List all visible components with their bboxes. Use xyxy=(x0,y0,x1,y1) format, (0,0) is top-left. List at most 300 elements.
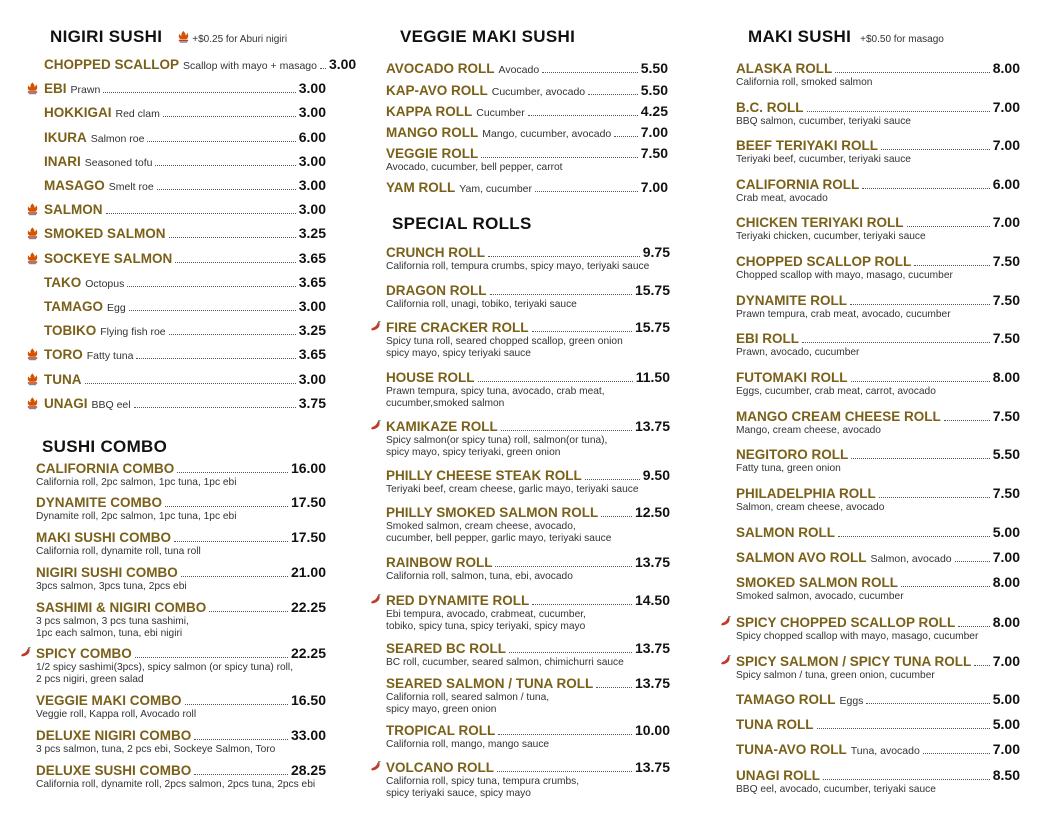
item-name: SPICY COMBO xyxy=(36,646,132,661)
menu-item xyxy=(44,80,326,96)
menu-item-row xyxy=(44,129,326,145)
menu-item xyxy=(736,369,1020,397)
dot-leader xyxy=(914,265,989,266)
dot-leader xyxy=(174,541,288,542)
item-description: Salmon roe xyxy=(90,132,145,145)
dot-leader xyxy=(958,626,989,627)
dot-leader xyxy=(169,237,296,238)
menu-item-row xyxy=(44,80,326,96)
item-description-line: cucumber, bell pepper, garlic mayo, teriyaki sauce xyxy=(386,533,612,544)
fire-icon xyxy=(26,347,39,361)
item-name: UNAGI ROLL xyxy=(736,768,820,783)
menu-item xyxy=(736,741,1020,757)
dot-leader xyxy=(596,687,632,688)
item-description: Eggs xyxy=(839,695,864,707)
item-name: MAKI SUSHI COMBO xyxy=(36,530,171,545)
item-name: KAPPA ROLL xyxy=(386,104,473,119)
dot-leader xyxy=(194,739,288,740)
dot-leader xyxy=(103,92,295,93)
item-description-line: spicy mayo, green onion xyxy=(386,704,497,715)
item-name: KAMIKAZE ROLL xyxy=(386,419,498,434)
item-name: SMOKED SALMON ROLL xyxy=(736,575,898,590)
item-price: 33.00 xyxy=(290,727,326,743)
dot-leader xyxy=(585,479,640,480)
menu-item-row xyxy=(386,179,668,195)
item-description-line: Prawn tempura, crab meat, avocado, cucumber xyxy=(736,309,951,320)
item-name: UNAGI xyxy=(44,395,88,411)
dot-leader xyxy=(817,728,990,729)
dot-leader xyxy=(490,294,632,295)
menu-item-row xyxy=(44,395,326,411)
item-name: KAP-AVO ROLL xyxy=(386,83,488,98)
item-description-line: tobiko, spicy tuna, spicy teriyaki, spicy mayo xyxy=(386,621,586,632)
item-description-line: cucumber,smoked salmon xyxy=(386,398,505,409)
menu-item-row xyxy=(736,446,1020,462)
menu-item-row xyxy=(36,529,326,545)
combo-title: SUSHI COMBO xyxy=(42,437,168,456)
item-price: 9.75 xyxy=(642,244,670,260)
item-price: 7.50 xyxy=(992,292,1020,308)
item-price: 8.00 xyxy=(992,574,1020,590)
item-name: EBI xyxy=(44,81,67,97)
menu-item xyxy=(386,82,668,98)
dot-leader xyxy=(501,430,632,431)
chili-pepper-icon xyxy=(720,616,732,628)
menu-item-row xyxy=(736,549,1020,565)
item-description-line: Spicy salmon(or spicy tuna) roll, salmon(or tuna), xyxy=(386,435,608,446)
menu-item xyxy=(44,56,357,72)
menu-item xyxy=(44,250,326,266)
dot-leader xyxy=(851,458,989,459)
menu-item xyxy=(44,322,326,338)
item-price: 13.75 xyxy=(634,675,670,691)
menu-item xyxy=(44,225,326,241)
nigiri-section-title xyxy=(50,27,287,47)
item-name: VEGGIE MAKI COMBO xyxy=(36,693,182,708)
menu-item xyxy=(36,564,326,592)
menu-item-row xyxy=(736,741,1020,757)
menu-item-row xyxy=(44,322,326,338)
menu-item xyxy=(44,395,326,411)
item-price: 5.50 xyxy=(992,446,1020,462)
item-name: RED DYNAMITE ROLL xyxy=(386,593,530,608)
menu-item xyxy=(736,292,1020,320)
fire-icon xyxy=(26,81,39,95)
item-description-line: BC roll, cucumber, seared salmon, chimichurri sauce xyxy=(386,657,624,668)
item-name: TAMAGO ROLL xyxy=(736,692,836,707)
item-description-line: 3 pcs salmon, 3 pcs tuna sashimi, xyxy=(36,616,189,627)
item-price: 5.00 xyxy=(992,524,1020,540)
menu-item xyxy=(736,485,1020,513)
menu-item xyxy=(736,446,1020,474)
item-description: Mango, cucumber, avocado xyxy=(482,128,612,140)
fire-icon xyxy=(26,202,39,216)
menu-item-row xyxy=(36,645,326,661)
fire-icon xyxy=(26,251,39,265)
item-name: SASHIMI & NIGIRI COMBO xyxy=(36,600,207,615)
item-description-line: spicy teriyaki sauce, spicy mayo xyxy=(386,788,531,799)
menu-item-row xyxy=(386,467,670,483)
dot-leader xyxy=(85,383,296,384)
maki-section-title xyxy=(748,27,944,47)
menu-item xyxy=(36,460,326,488)
dot-leader xyxy=(601,516,632,517)
menu-item xyxy=(44,298,326,314)
item-price: 7.00 xyxy=(992,214,1020,230)
menu-item xyxy=(44,129,326,145)
dot-leader xyxy=(907,226,990,227)
item-name: TOBIKO xyxy=(44,323,97,339)
item-description-line: California roll, 2pc salmon, 1pc tuna, 1pc ebi xyxy=(36,477,237,488)
item-price: 5.50 xyxy=(640,60,668,76)
menu-item xyxy=(736,614,1020,642)
item-price: 15.75 xyxy=(634,319,670,335)
dot-leader xyxy=(495,566,631,567)
menu-item xyxy=(736,60,1020,88)
item-description-line: California roll, unagi, tobiko, teriyaki sauce xyxy=(386,299,577,310)
item-description: Yam, cucumber xyxy=(459,183,533,195)
menu-item-row xyxy=(736,176,1020,192)
dot-leader xyxy=(320,68,326,69)
item-name: TUNA ROLL xyxy=(736,717,814,732)
item-description: Smelt roe xyxy=(108,181,154,193)
item-description: Fatty tuna xyxy=(86,350,134,363)
item-name: SEARED BC ROLL xyxy=(386,641,507,656)
item-price: 8.00 xyxy=(992,369,1020,385)
item-description-line: Avocado, cucumber, bell pepper, carrot xyxy=(386,162,563,173)
item-name: AVOCADO ROLL xyxy=(386,61,495,76)
item-description: Prawn xyxy=(70,84,101,97)
item-name: VOLCANO ROLL xyxy=(386,760,494,775)
item-price: 6.00 xyxy=(298,128,326,145)
item-price: 3.75 xyxy=(298,394,326,411)
chili-pepper-icon xyxy=(370,420,382,432)
item-name: DELUXE NIGIRI COMBO xyxy=(36,728,192,743)
item-description-line: Prawn tempura, spicy tuna, avocado, crab meat, xyxy=(386,386,605,397)
menu-item xyxy=(386,504,670,544)
dot-leader xyxy=(155,165,295,166)
item-name: CHOPPED SCALLOP ROLL xyxy=(736,254,912,269)
item-price: 3.00 xyxy=(298,298,326,314)
item-name: BEEF TERIYAKI ROLL xyxy=(736,138,879,153)
item-description-line: Smoked salmon, cream cheese, avocado, xyxy=(386,521,576,532)
item-description-line: California roll, salmon, tuna, ebi, avocado xyxy=(386,571,573,582)
item-name: CALIFORNIA COMBO xyxy=(36,461,175,476)
item-price: 13.75 xyxy=(634,759,670,775)
dot-leader xyxy=(802,342,990,343)
nigiri-title: NIGIRI SUSHI xyxy=(50,27,163,46)
dot-leader xyxy=(588,94,638,95)
menu-item-row xyxy=(736,408,1020,424)
menu-item-row xyxy=(386,145,668,161)
menu-item xyxy=(736,408,1020,436)
item-price: 8.00 xyxy=(992,60,1020,76)
menu-item xyxy=(736,691,1020,707)
menu-item xyxy=(36,494,326,522)
item-name: MANGO ROLL xyxy=(386,125,479,140)
item-description-line: Chopped scallop with mayo, masago, cucumber xyxy=(736,270,953,281)
menu-item xyxy=(386,369,670,409)
item-price: 7.50 xyxy=(992,330,1020,346)
menu-item xyxy=(44,153,326,169)
menu-item-row xyxy=(736,614,1020,630)
menu-item xyxy=(736,253,1020,281)
item-name: CHICKEN TERIYAKI ROLL xyxy=(736,215,904,230)
menu-item-row xyxy=(36,494,326,510)
column-left xyxy=(26,0,357,816)
item-name: HOUSE ROLL xyxy=(386,370,475,385)
menu-item-row xyxy=(736,574,1020,590)
item-price: 3.00 xyxy=(298,104,326,121)
dot-leader xyxy=(528,115,638,116)
item-price: 7.50 xyxy=(992,408,1020,424)
item-name: SALMON AVO ROLL xyxy=(736,550,867,565)
item-price: 5.00 xyxy=(992,716,1020,732)
item-name: DYNAMITE COMBO xyxy=(36,495,162,510)
item-description-line: Teriyaki beef, cream cheese, garlic mayo, teriyaki sauce xyxy=(386,484,639,495)
menu-item-row xyxy=(736,369,1020,385)
menu-item-row xyxy=(36,762,326,778)
dot-leader xyxy=(823,779,990,780)
menu-item-row xyxy=(36,599,326,615)
dot-leader xyxy=(478,381,633,382)
menu-item xyxy=(736,137,1020,165)
menu-item xyxy=(736,524,1020,540)
item-name: EBI ROLL xyxy=(736,331,799,346)
item-name: INARI xyxy=(44,153,81,169)
dot-leader xyxy=(850,304,990,305)
menu-item-row xyxy=(386,60,668,76)
item-price: 10.00 xyxy=(634,722,670,738)
item-price: 7.00 xyxy=(992,137,1020,153)
item-price: 8.00 xyxy=(992,614,1020,630)
menu-item xyxy=(36,599,326,639)
menu-item xyxy=(386,244,670,272)
dot-leader xyxy=(835,72,990,73)
item-name: CHOPPED SCALLOP xyxy=(44,57,180,72)
item-description-line: Spicy salmon / tuna, green onion, cucumber xyxy=(736,670,935,681)
menu-item xyxy=(386,103,668,119)
menu-item-row xyxy=(44,153,326,169)
menu-item-row xyxy=(736,60,1020,76)
dot-leader xyxy=(177,472,288,473)
menu-item-row xyxy=(44,201,326,217)
menu-item xyxy=(44,371,326,387)
item-price: 22.25 xyxy=(290,645,326,661)
item-price: 5.00 xyxy=(992,691,1020,707)
item-price: 3.00 xyxy=(298,370,326,387)
menu-item-row xyxy=(44,298,326,314)
item-price: 13.75 xyxy=(634,418,670,434)
dot-leader xyxy=(838,536,990,537)
item-name: CALIFORNIA ROLL xyxy=(736,177,860,192)
item-name: CRUNCH ROLL xyxy=(386,245,485,260)
item-description-line: BBQ eel, avocado, cucumber, teriyaki sauce xyxy=(736,784,936,795)
menu-item-row xyxy=(44,346,326,362)
menu-item-row xyxy=(386,319,670,335)
menu-item-row xyxy=(386,124,668,140)
item-description-line: spicy mayo, spicy teriyaki sauce xyxy=(386,348,531,359)
menu-item-row xyxy=(44,104,326,120)
menu-item xyxy=(386,759,670,799)
menu-item-row xyxy=(36,692,326,708)
menu-item xyxy=(386,179,668,195)
veggie-section-title xyxy=(400,27,575,47)
menu-item xyxy=(36,727,326,755)
menu-item-row xyxy=(44,371,326,387)
item-name: TROPICAL ROLL xyxy=(386,723,496,738)
item-description-line: Ebi tempura, avocado, crabmeat, cucumber, xyxy=(386,609,586,620)
dot-leader xyxy=(181,576,288,577)
item-description: Octopus xyxy=(85,277,125,290)
maki-title: MAKI SUSHI xyxy=(748,27,852,46)
menu-item xyxy=(36,645,326,685)
item-price: 7.50 xyxy=(640,145,668,161)
item-description: Scallop with mayo + masago xyxy=(183,60,317,72)
item-name: IKURA xyxy=(44,129,87,145)
menu-item-row xyxy=(386,244,670,260)
menu-item-row xyxy=(736,292,1020,308)
item-name: SEARED SALMON / TUNA ROLL xyxy=(386,676,594,691)
menu-item-row xyxy=(736,330,1020,346)
menu-item-row xyxy=(736,99,1020,115)
column-middle xyxy=(382,0,672,816)
item-price: 3.00 xyxy=(298,177,326,193)
item-price: 17.50 xyxy=(290,529,326,545)
chili-pepper-icon xyxy=(370,321,382,333)
item-description: BBQ eel xyxy=(91,398,131,411)
item-description: Cucumber, avocado xyxy=(491,86,586,98)
item-description-line: California roll, tempura crumbs, spicy mayo, teriyaki sauce xyxy=(386,261,650,272)
item-description-line: Salmon, cream cheese, avocado xyxy=(736,502,885,513)
item-description: Cucumber xyxy=(476,107,525,119)
dot-leader xyxy=(535,191,638,192)
menu-item-row xyxy=(36,727,326,743)
item-price: 3.00 xyxy=(298,80,326,97)
item-name: B.C. ROLL xyxy=(736,100,804,115)
item-price: 12.50 xyxy=(634,504,670,520)
menu-item xyxy=(386,282,670,310)
item-price: 11.50 xyxy=(635,369,670,385)
menu-item xyxy=(386,418,670,458)
item-price: 13.75 xyxy=(634,554,670,570)
item-name: DELUXE SUSHI COMBO xyxy=(36,763,192,778)
menu-item-row xyxy=(386,103,668,119)
item-price: 3.00 xyxy=(298,152,326,169)
menu-item-row xyxy=(386,675,670,691)
item-price: 7.50 xyxy=(992,253,1020,269)
menu-item-row xyxy=(44,225,326,241)
item-name: FUTOMAKI ROLL xyxy=(736,370,848,385)
dot-leader xyxy=(165,506,288,507)
item-price: 7.00 xyxy=(992,99,1020,115)
item-description-line: Fatty tuna, green onion xyxy=(736,463,841,474)
menu-item xyxy=(44,104,326,120)
menu-item-row xyxy=(386,640,670,656)
item-description-line: spicy mayo, spicy teriyaki, green onion xyxy=(386,447,561,458)
item-price: 5.50 xyxy=(640,82,668,98)
menu-item-row xyxy=(386,82,668,98)
dot-leader xyxy=(614,136,638,137)
item-description-line: Teriyaki beef, cucumber, teriyaki sauce xyxy=(736,154,911,165)
dot-leader xyxy=(532,331,632,332)
item-name: TUNA xyxy=(44,371,82,387)
item-description: Tuna, avocado xyxy=(850,745,920,757)
menu-item-row xyxy=(386,504,670,520)
menu-item xyxy=(386,592,670,632)
nigiri-note: +$0.25 for Aburi nigiri xyxy=(192,34,288,45)
item-description: Red clam xyxy=(115,108,160,121)
item-name: DRAGON ROLL xyxy=(386,283,487,298)
dot-leader xyxy=(879,497,990,498)
item-price: 9.50 xyxy=(642,467,670,483)
menu-item xyxy=(44,201,326,217)
menu-item xyxy=(386,554,670,582)
dot-leader xyxy=(185,704,288,705)
item-name: HOKKIGAI xyxy=(44,105,112,121)
item-price: 16.50 xyxy=(290,692,326,708)
menu-item xyxy=(44,346,326,362)
item-description-line: Crab meat, avocado xyxy=(736,193,828,204)
item-name: RAINBOW ROLL xyxy=(386,555,493,570)
dot-leader xyxy=(901,586,990,587)
menu-item xyxy=(736,574,1020,602)
menu-item-row xyxy=(386,554,670,570)
menu-item xyxy=(736,214,1020,242)
maki-note: +$0.50 for masago xyxy=(860,34,944,45)
menu-item-row xyxy=(386,418,670,434)
item-description-line: California roll, mango, mango sauce xyxy=(386,739,550,750)
menu-item-row xyxy=(736,214,1020,230)
item-name: ALASKA ROLL xyxy=(736,61,833,76)
item-description-line: Spicy tuna roll, seared chopped scallop, green onion xyxy=(386,336,623,347)
chili-pepper-icon xyxy=(370,594,382,606)
dot-leader xyxy=(129,310,296,311)
menu-item xyxy=(386,675,670,715)
item-name: SPICY SALMON / SPICY TUNA ROLL xyxy=(736,654,972,669)
dot-leader xyxy=(497,771,632,772)
dot-leader xyxy=(134,407,296,408)
menu-item-row xyxy=(736,691,1020,707)
item-price: 7.50 xyxy=(992,485,1020,501)
menu-item xyxy=(386,145,668,173)
menu-item xyxy=(386,124,668,140)
item-description-line: Veggie roll, Kappa roll, Avocado roll xyxy=(36,709,197,720)
item-description-line: California roll, spicy tuna, tempura crumbs, xyxy=(386,776,580,787)
item-price: 7.00 xyxy=(992,741,1020,757)
dot-leader xyxy=(807,111,990,112)
fire-icon xyxy=(26,396,39,410)
item-name: SALMON xyxy=(44,202,103,218)
menu-item-row xyxy=(44,274,326,290)
menu-item-row xyxy=(736,253,1020,269)
menu-item-row xyxy=(386,759,670,775)
item-price: 13.75 xyxy=(634,640,670,656)
dot-leader xyxy=(851,381,990,382)
item-name: TAMAGO xyxy=(44,299,103,314)
item-description-line: 2 pcs nigiri, green salad xyxy=(36,674,144,685)
dot-leader xyxy=(542,72,638,73)
menu-item-row xyxy=(36,460,326,476)
dot-leader xyxy=(157,189,296,190)
item-description: Egg xyxy=(107,302,126,314)
item-name: PHILLY SMOKED SALMON ROLL xyxy=(386,505,599,520)
item-description-line: BBQ salmon, cucumber, teriyaki sauce xyxy=(736,116,911,127)
item-price: 3.25 xyxy=(298,322,326,339)
dot-leader xyxy=(147,141,295,142)
item-price: 22.25 xyxy=(290,599,326,615)
menu-item-row xyxy=(736,137,1020,153)
